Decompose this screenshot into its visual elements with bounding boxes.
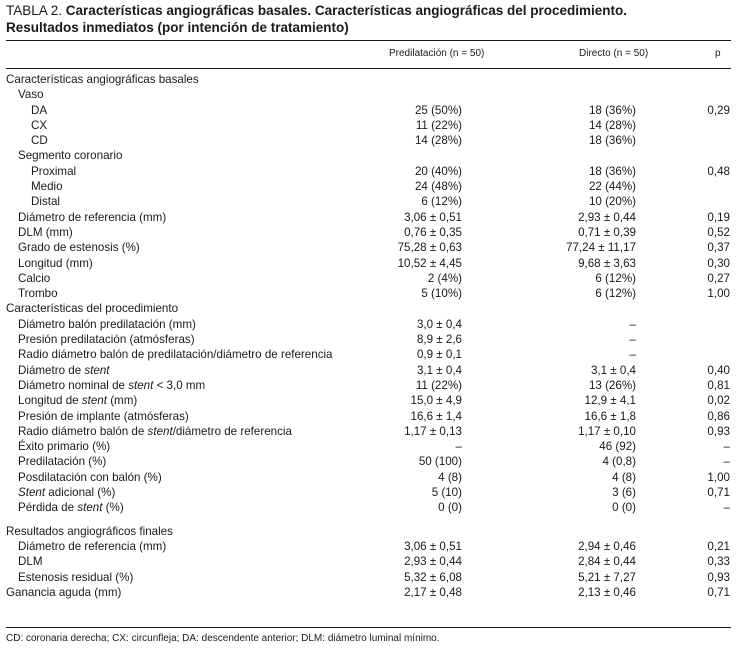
cell-directo: 2,13 ± 0,46 [578,585,636,599]
cell-predilatacion: 50 (100) [418,455,462,469]
row-label: DLM [18,555,43,569]
table-row [0,271,737,286]
header-predilatacion: Predilatación (n = 50) [389,48,485,59]
table-row [0,286,737,301]
cell-predilatacion: 14 (28%) [414,134,462,148]
cell-predilatacion: 6 (12%) [421,195,462,209]
cell-directo: – [629,317,636,331]
cell-p: 0,71 [707,585,730,599]
cell-p: 0,71 [707,486,730,500]
cell-predilatacion: 2,17 ± 0,48 [404,585,462,599]
row-label: Radio diámetro balón de predilatación/diámetro de referencia [18,348,333,362]
cell-directo: 3,1 ± 0,4 [590,363,636,377]
cell-directo: 22 (44%) [588,180,636,194]
cell-p: 0,30 [707,256,730,270]
table-row [0,317,737,332]
row-label: Éxito primario (%) [18,440,111,454]
title-line-1: Características angiográficas basales. Características angiográficas del procedimiento. [65,3,628,18]
table-row [0,393,737,408]
header-directo: Directo (n = 50) [579,48,649,59]
table-title [6,2,731,36]
table-row [0,585,737,600]
cell-p: 0,33 [707,555,730,569]
cell-predilatacion: 0 (0) [438,501,462,515]
table-row [0,554,737,569]
row-label: Distal [31,195,60,209]
row-label: Trombo [18,287,58,301]
row-label: Segmento coronario [18,149,123,163]
table-number: TABLA 2. [6,3,63,18]
table-row [0,524,737,539]
row-label: Longitud (mm) [18,256,93,270]
cell-p: 1,00 [707,470,730,484]
cell-p: – [723,455,730,469]
cell-directo: 4 (0,8) [602,455,636,469]
row-label: Estenosis residual (%) [18,570,134,584]
cell-directo: 9,68 ± 3,63 [578,256,636,270]
cell-p: 0,93 [707,570,730,584]
table-row [0,210,737,225]
cell-directo: 0 (0) [612,501,636,515]
cell-predilatacion: 20 (40%) [414,164,462,178]
cell-p: 0,21 [707,539,730,553]
table-row [0,485,737,500]
cell-directo: – [629,333,636,347]
table-row [0,409,737,424]
cell-directo: 77,24 ± 11,17 [566,241,636,255]
cell-predilatacion: 0,9 ± 0,1 [416,348,462,362]
table-row [0,470,737,485]
cell-directo: 18 (36%) [588,164,636,178]
row-label: Medio [31,180,63,194]
cell-predilatacion: 4 (8) [438,470,462,484]
row-label: Grado de estenosis (%) [18,241,140,255]
cell-predilatacion: 5 (10) [431,486,462,500]
cell-p: 0,48 [707,164,730,178]
bottom-rule [6,627,731,628]
cell-predilatacion: 10,52 ± 4,45 [397,256,462,270]
cell-directo: 2,94 ± 0,46 [578,539,636,553]
cell-predilatacion: 15,0 ± 4,9 [410,394,462,408]
cell-p: 0,27 [707,271,730,285]
row-label: Posdilatación con balón (%) [18,470,162,484]
cell-predilatacion: 3,06 ± 0,51 [404,539,462,553]
row-label: Vaso [18,88,44,102]
row-label: Predilatación (%) [18,455,107,469]
top-rule [6,40,731,41]
table-row [0,103,737,118]
cell-p: 0,86 [707,409,730,423]
cell-directo: 12,9 ± 4,1 [584,394,636,408]
cell-p: 0,52 [707,225,730,239]
cell-predilatacion: 3,0 ± 0,4 [416,317,462,331]
cell-directo: 5,21 ± 7,27 [578,570,636,584]
cell-directo: 0,71 ± 0,39 [578,225,636,239]
row-label: CD [31,134,48,148]
cell-predilatacion: 75,28 ± 0,63 [397,241,462,255]
table-row [0,225,737,240]
header-rule [6,68,731,69]
table-row [0,194,737,209]
row-label: Diámetro de stent [18,363,110,377]
cell-predilatacion: 25 (50%) [414,103,462,117]
cell-p: 0,93 [707,424,730,438]
cell-p: 0,19 [707,210,730,224]
table-row [0,570,737,585]
cell-directo: 14 (28%) [588,118,636,132]
cell-directo: 16,6 ± 1,8 [584,409,636,423]
cell-p: 0,37 [707,241,730,255]
table-row [0,164,737,179]
row-label: Diámetro balón predilatación (mm) [18,317,196,331]
cell-directo: 6 (12%) [595,271,636,285]
cell-predilatacion: 0,76 ± 0,35 [404,225,462,239]
table-row [0,179,737,194]
cell-predilatacion: 3,06 ± 0,51 [404,210,462,224]
cell-predilatacion: 24 (48%) [414,180,462,194]
row-label: Pérdida de stent (%) [18,501,124,515]
cell-predilatacion: 2,93 ± 0,44 [404,555,462,569]
cell-p: 0,29 [707,103,730,117]
row-label: Calcio [18,271,51,285]
row-label: Diámetro de referencia (mm) [18,210,167,224]
cell-predilatacion: 5 (10%) [421,287,462,301]
cell-directo: 2,93 ± 0,44 [578,210,636,224]
table-row [0,87,737,102]
section-label: Resultados angiográficos finales [6,524,173,538]
table-row [0,439,737,454]
row-spacer [0,516,737,524]
table-row [0,363,737,378]
header-p: p [715,48,721,59]
cell-predilatacion: 5,32 ± 6,08 [404,570,462,584]
table-row [0,240,737,255]
row-label: Proximal [31,164,77,178]
table-row [0,148,737,163]
cell-predilatacion: – [455,440,462,454]
cell-directo: 1,17 ± 0,10 [578,424,636,438]
footnote: CD: coronaria derecha; CX: circunfleja; DA: descendente anterior; DLM: diámetro luminal mínimo. [6,633,440,644]
section-label: Características angiográficas basales [6,73,199,86]
row-label: Presión de implante (atmósferas) [18,409,189,423]
cell-predilatacion: 11 (22%) [415,118,462,132]
table-row [0,133,737,148]
row-label: Radio diámetro balón de stent/diámetro de referencia [18,424,292,438]
table-row [0,301,737,316]
cell-p: 0,81 [707,378,730,392]
cell-directo: 10 (20%) [588,195,636,209]
cell-predilatacion: 11 (22%) [415,378,462,392]
section-label: Características del procedimiento [6,302,179,316]
cell-directo: 6 (12%) [595,287,636,301]
row-label: Stent adicional (%) [18,486,116,500]
section-label: Ganancia aguda (mm) [6,585,122,599]
row-label: DA [31,103,48,117]
cell-predilatacion: 2 (4%) [427,271,462,285]
table-body [0,72,737,600]
cell-directo: 46 (92) [599,440,636,454]
cell-predilatacion: 1,17 ± 0,13 [404,424,462,438]
row-label: Diámetro nominal de stent < 3,0 mm [18,378,206,392]
cell-directo: 18 (36%) [588,103,636,117]
table-row [0,539,737,554]
table-row [0,454,737,469]
title-line-2: Resultados inmediatos (por intención de tratamiento) [6,20,349,35]
table-row [0,424,737,439]
cell-p: 0,02 [707,394,730,408]
table-row [0,72,737,87]
table-row [0,332,737,347]
cell-directo: – [629,348,636,362]
table-row [0,256,737,271]
cell-directo: 13 (26%) [588,378,636,392]
cell-p: – [723,440,730,454]
table-row [0,378,737,393]
table-row [0,500,737,515]
row-label: Diámetro de referencia (mm) [18,539,167,553]
cell-p: 0,40 [707,363,730,377]
row-label: Presión predilatación (atmósferas) [18,333,195,347]
row-label: Longitud de stent (mm) [18,394,138,408]
table-row [0,347,737,362]
row-label: DLM (mm) [18,225,73,239]
cell-directo: 2,84 ± 0,44 [578,555,636,569]
cell-p: 1,00 [707,287,730,301]
cell-predilatacion: 16,6 ± 1,4 [410,409,462,423]
cell-directo: 4 (8) [612,470,636,484]
row-label: CX [31,118,48,132]
cell-p: – [723,501,730,515]
cell-directo: 18 (36%) [588,134,636,148]
cell-predilatacion: 8,9 ± 2,6 [416,333,462,347]
cell-directo: 3 (6) [612,486,636,500]
cell-predilatacion: 3,1 ± 0,4 [416,363,462,377]
table-row [0,118,737,133]
